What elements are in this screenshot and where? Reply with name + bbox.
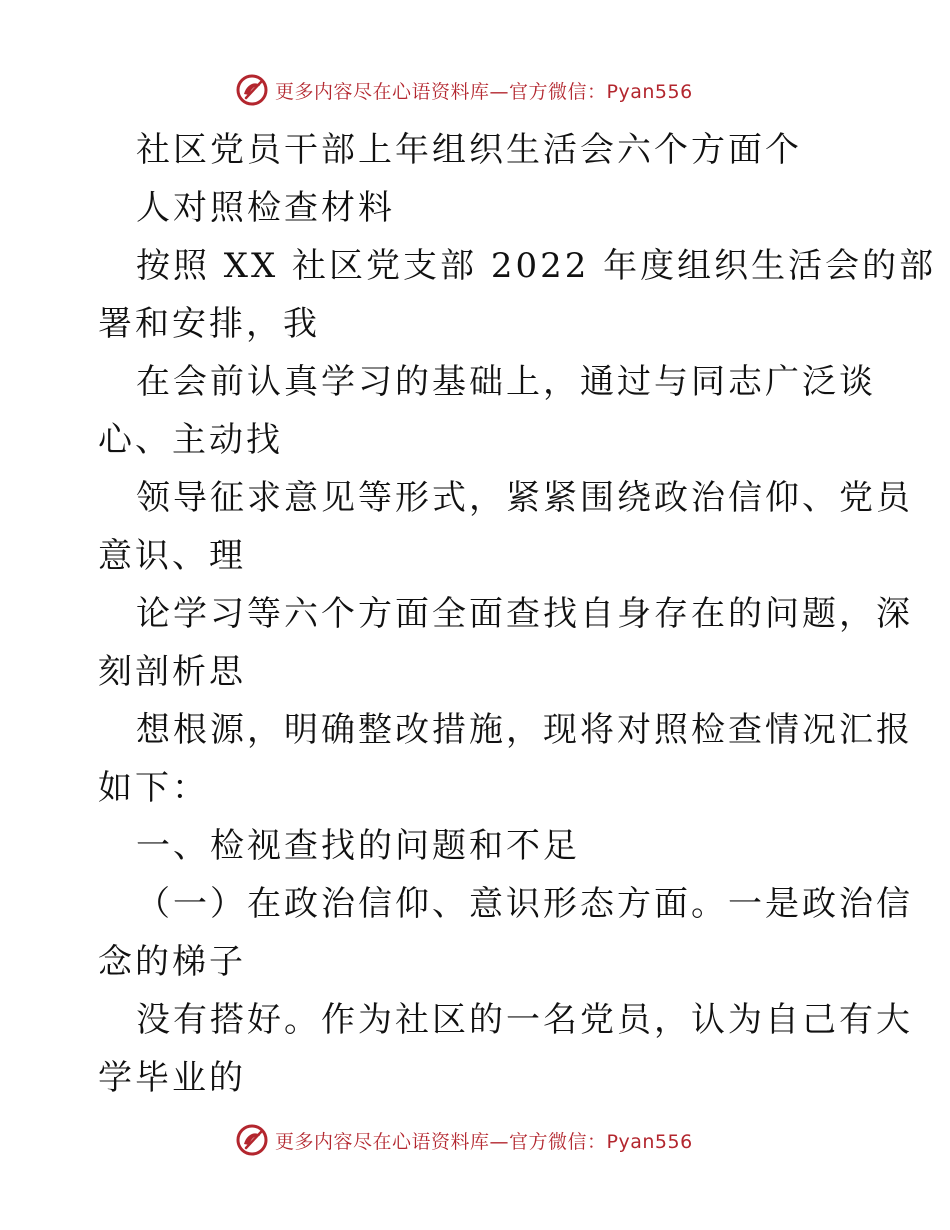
paragraph-line: 如下：: [98, 768, 209, 808]
paragraph-line: 领导征求意见等形式，紧紧围绕政治信仰、党员: [136, 478, 913, 518]
paragraph-line: 刻剖析思: [98, 652, 246, 692]
paragraph-line: 学毕业的: [98, 1058, 246, 1098]
section-heading: 一、检视查找的问题和不足: [136, 826, 580, 866]
red-swirl-logo-icon: [235, 1123, 269, 1157]
paragraph-line: 论学习等六个方面全面查找自身存在的问题，深: [136, 594, 913, 634]
paragraph-line: 署和安排，我: [98, 304, 320, 344]
watermark-text: 更多内容尽在心语资料库—官方微信：Pyan556: [275, 1130, 693, 1153]
red-swirl-logo-icon: [235, 73, 269, 107]
paragraph-line: 想根源，明确整改措施，现将对照检查情况汇报: [136, 710, 913, 750]
doc-title-line-1: 社区党员干部上年组织生活会六个方面个: [136, 130, 802, 170]
paragraph-line: 意识、理: [98, 536, 246, 576]
paragraph-line: 在会前认真学习的基础上，通过与同志广泛谈: [136, 362, 876, 402]
watermark-footer: [235, 1122, 693, 1158]
watermark-text: 更多内容尽在心语资料库—官方微信：Pyan556: [275, 80, 693, 103]
paragraph-line: 心、主动找: [98, 420, 283, 460]
watermark-header: [235, 72, 693, 108]
paragraph-line: （一）在政治信仰、意识形态方面。一是政治信: [136, 884, 913, 924]
doc-title-line-2: 人对照检查材料: [136, 188, 395, 228]
paragraph-line: 按照 XX 社区党支部 2022 年度组织生活会的部: [136, 246, 937, 286]
paragraph-line: 没有搭好。作为社区的一名党员，认为自己有大: [136, 1000, 913, 1040]
paragraph-line: 念的梯子: [98, 942, 246, 982]
